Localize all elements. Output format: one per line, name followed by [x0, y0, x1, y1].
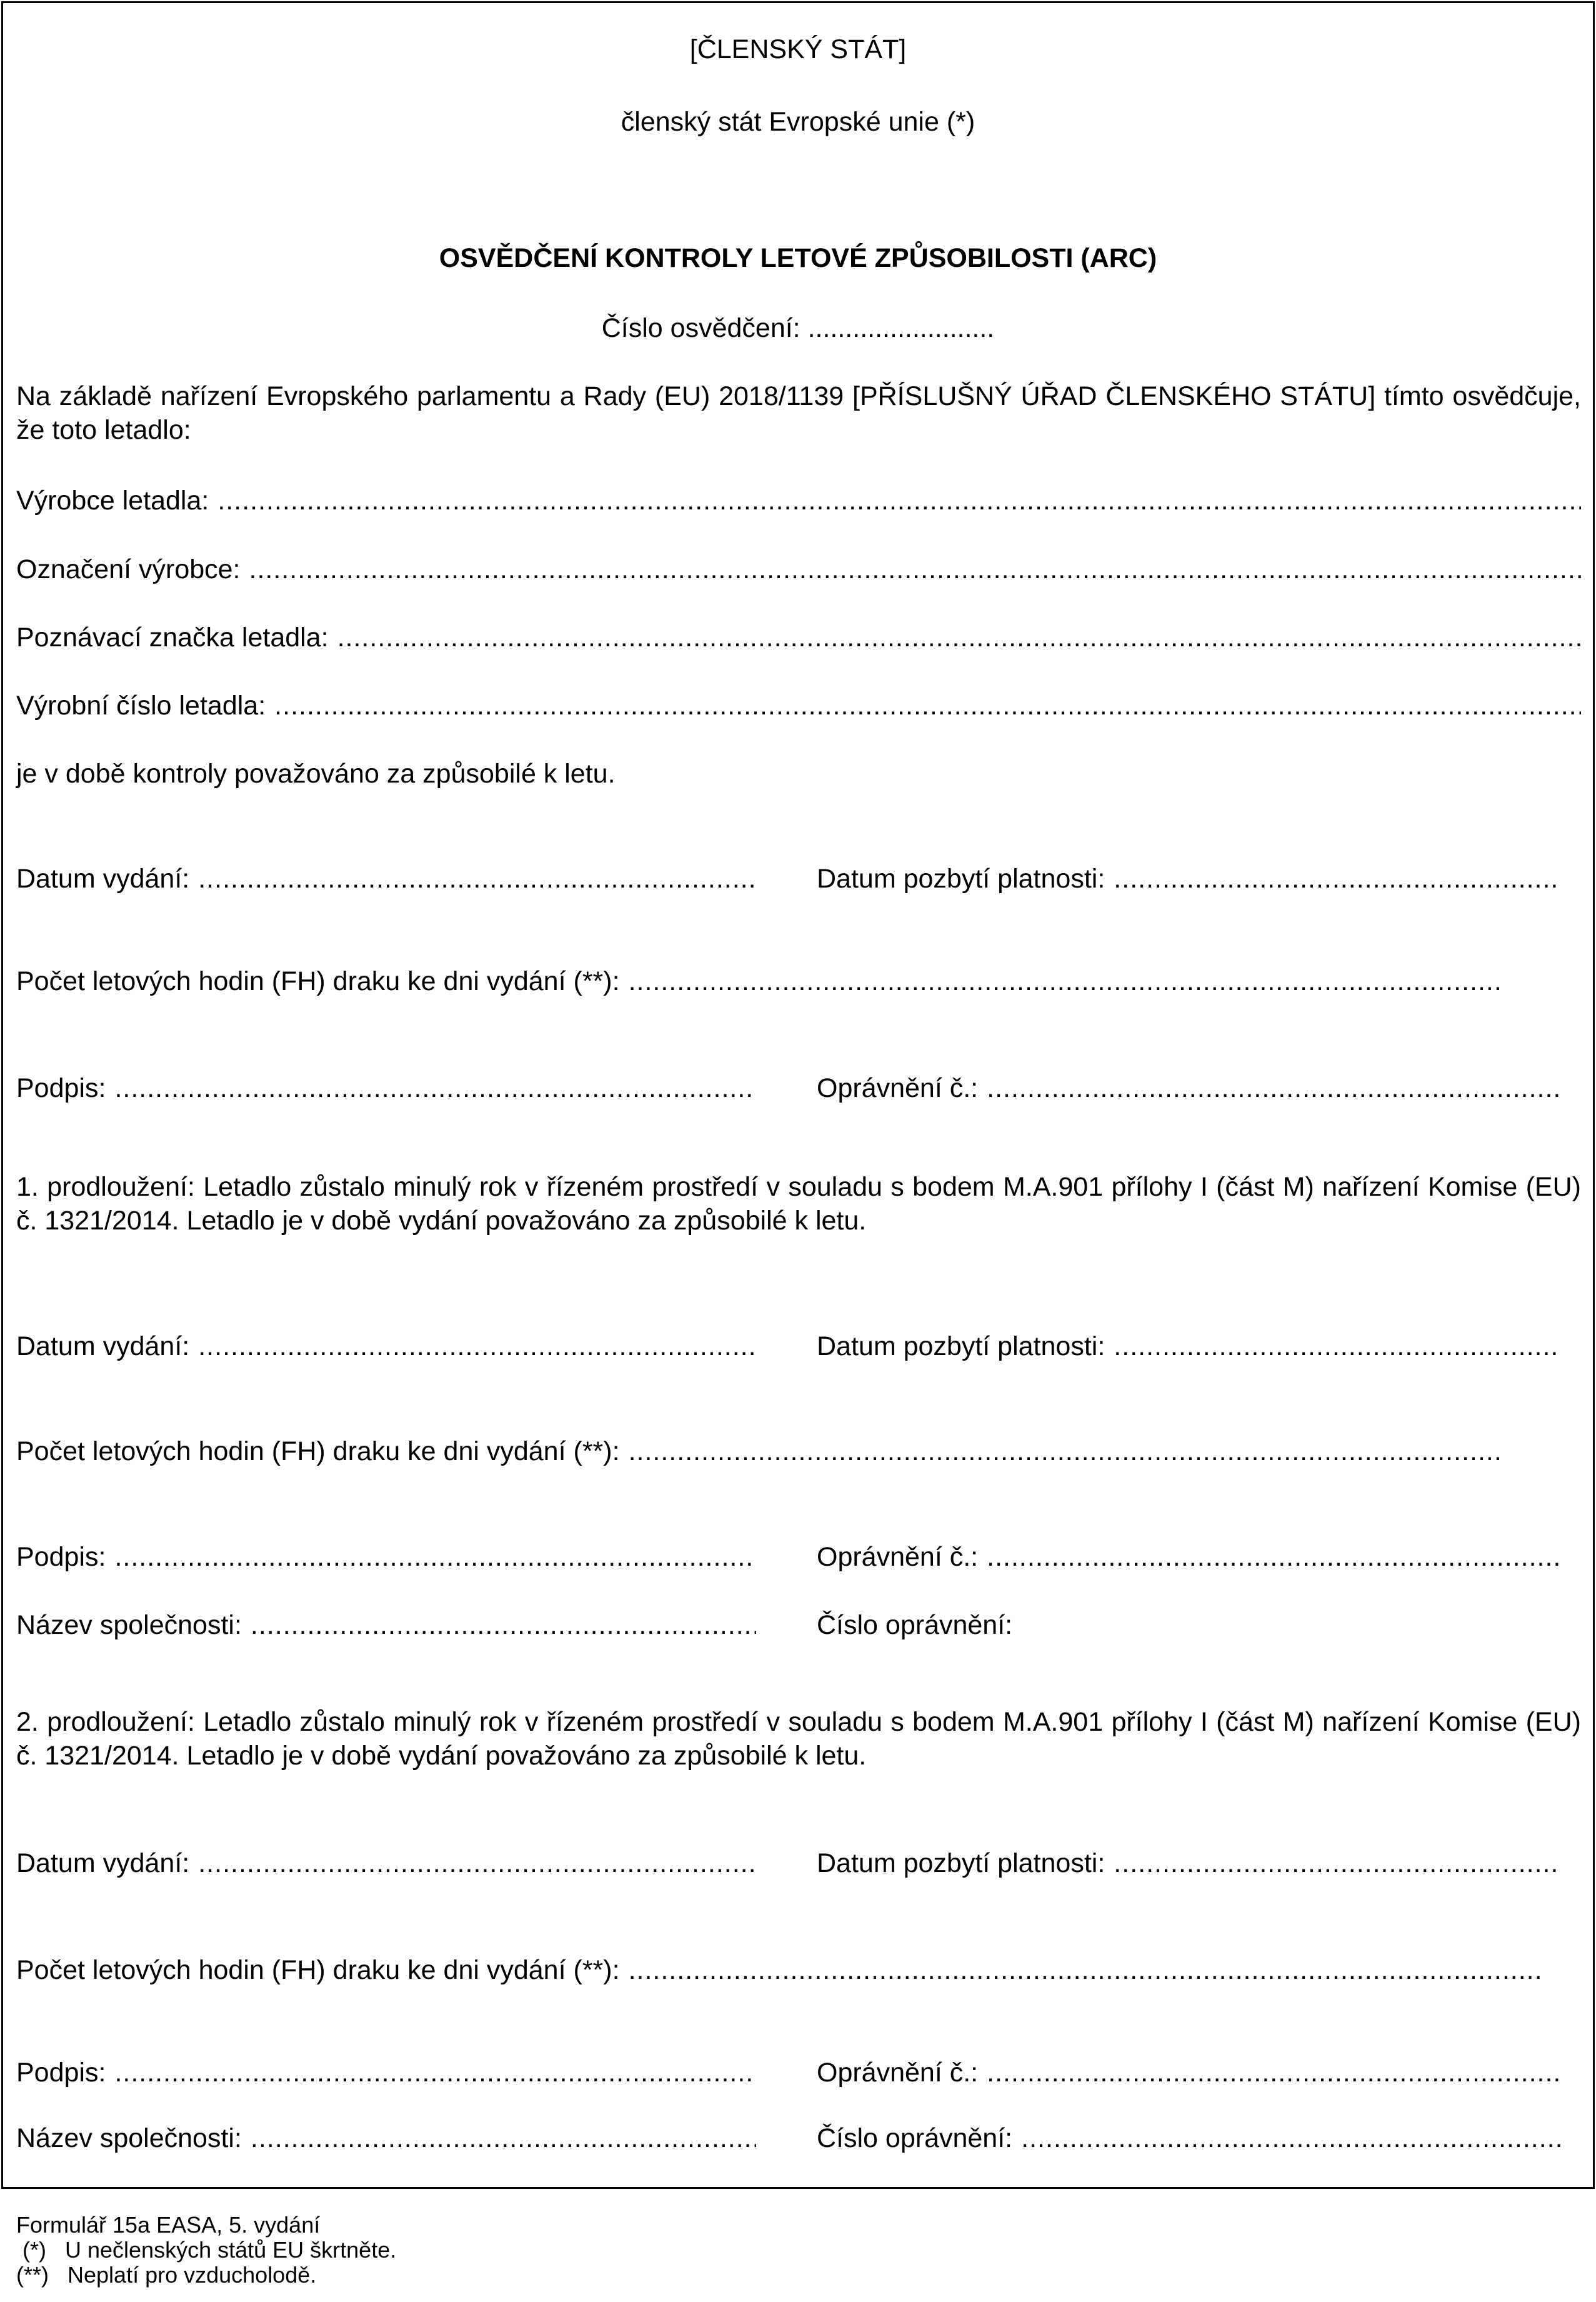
ext2-approval-no-field[interactable]: Oprávnění č.: .....	[817, 2057, 1560, 2088]
member-state: [ČLENSKÝ STÁT]	[689, 34, 907, 64]
ext1-approval-no-field[interactable]: Oprávnění č.: .....	[817, 1541, 1560, 1573]
aircraft-registration-field[interactable]: Poznávací značka letadla: .....	[16, 622, 1581, 653]
ext2-signature-field[interactable]: Podpis: .....	[16, 2057, 756, 2088]
extension-2-text: 2. prodloužení: Letadlo zůstalo minulý rok v řízeném prostředí v souladu s bodem M.A.901 přílohy I (část M) nařízení Komise (EU) č. 1321/2014. Letadlo je v době vydání považováno za způsobilé k letu.	[16, 1707, 1581, 1771]
ext1-approval-number-label: Číslo oprávnění:	[817, 1610, 1013, 1640]
ext2-issue-date-field[interactable]: Datum vydání: .....	[16, 1848, 756, 1879]
certificate-title: OSVĚDČENÍ KONTROLY LETOVÉ ZPŮSOBILOSTI (ARC)	[439, 243, 1157, 273]
ext1-company-name-field[interactable]: Název společnosti: .....	[16, 1609, 756, 1641]
issue-date-field[interactable]: Datum vydání: .....	[16, 863, 756, 894]
ext2-expiry-date-field[interactable]: Datum pozbytí platnosti: .....	[817, 1848, 1560, 1879]
certificate-number: Číslo osvědčení: .........................	[601, 313, 995, 343]
ext2-flight-hours-field[interactable]: Počet letových hodin (FH) draku ke dni vydání (**): .....	[16, 1954, 1542, 1986]
flight-hours-field[interactable]: Počet letových hodin (FH) draku ke dni vydání (**): .....	[16, 966, 1502, 997]
ext2-company-name-field[interactable]: Název společnosti: .....	[16, 2123, 756, 2154]
footnote-airships: (**) Neplatí pro vzducholodě.	[16, 2262, 317, 2288]
ext2-approval-number-field[interactable]: Číslo oprávnění: .....	[817, 2123, 1560, 2154]
aircraft-designation-field[interactable]: Označení výrobce: .....	[16, 554, 1581, 585]
intro-text: Na základě nařízení Evropského parlamentu a Rady (EU) 2018/1139 [PŘÍSLUŠNÝ ÚŘAD ČLENSKÉHO STÁTU] tímto osvědčuje, že toto letadlo:	[16, 381, 1581, 445]
ext1-issue-date-field[interactable]: Datum vydání: .....	[16, 1331, 756, 1362]
extension-1-text: 1. prodloužení: Letadlo zůstalo minulý rok v řízeném prostředí v souladu s bodem M.A.901 přílohy I (část M) nařízení Komise (EU) č. 1321/2014. Letadlo je v době vydání považováno za způsobilé k letu.	[16, 1172, 1581, 1236]
footnote-non-eu: (*) U nečlenských států EU škrtněte.	[16, 2237, 397, 2263]
aircraft-serial-field[interactable]: Výrobní číslo letadla: .....	[16, 690, 1581, 721]
aircraft-manufacturer-field[interactable]: Výrobce letadla: .....	[16, 485, 1581, 516]
approval-no-field[interactable]: Oprávnění č.: .....	[817, 1073, 1560, 1104]
ext1-flight-hours-field[interactable]: Počet letových hodin (FH) draku ke dni vydání (**): .....	[16, 1436, 1502, 1467]
eu-member-state: členský stát Evropské unie (*)	[621, 107, 975, 137]
airworthy-statement: je v době kontroly považováno za způsobilé k letu.	[16, 759, 616, 789]
form-reference: Formulář 15a EASA, 5. vydání	[16, 2212, 321, 2238]
ext1-signature-field[interactable]: Podpis: .....	[16, 1541, 756, 1573]
signature-field[interactable]: Podpis: .....	[16, 1073, 756, 1104]
expiry-date-field[interactable]: Datum pozbytí platnosti: .....	[817, 863, 1560, 894]
ext1-expiry-date-field[interactable]: Datum pozbytí platnosti: .....	[817, 1331, 1560, 1362]
